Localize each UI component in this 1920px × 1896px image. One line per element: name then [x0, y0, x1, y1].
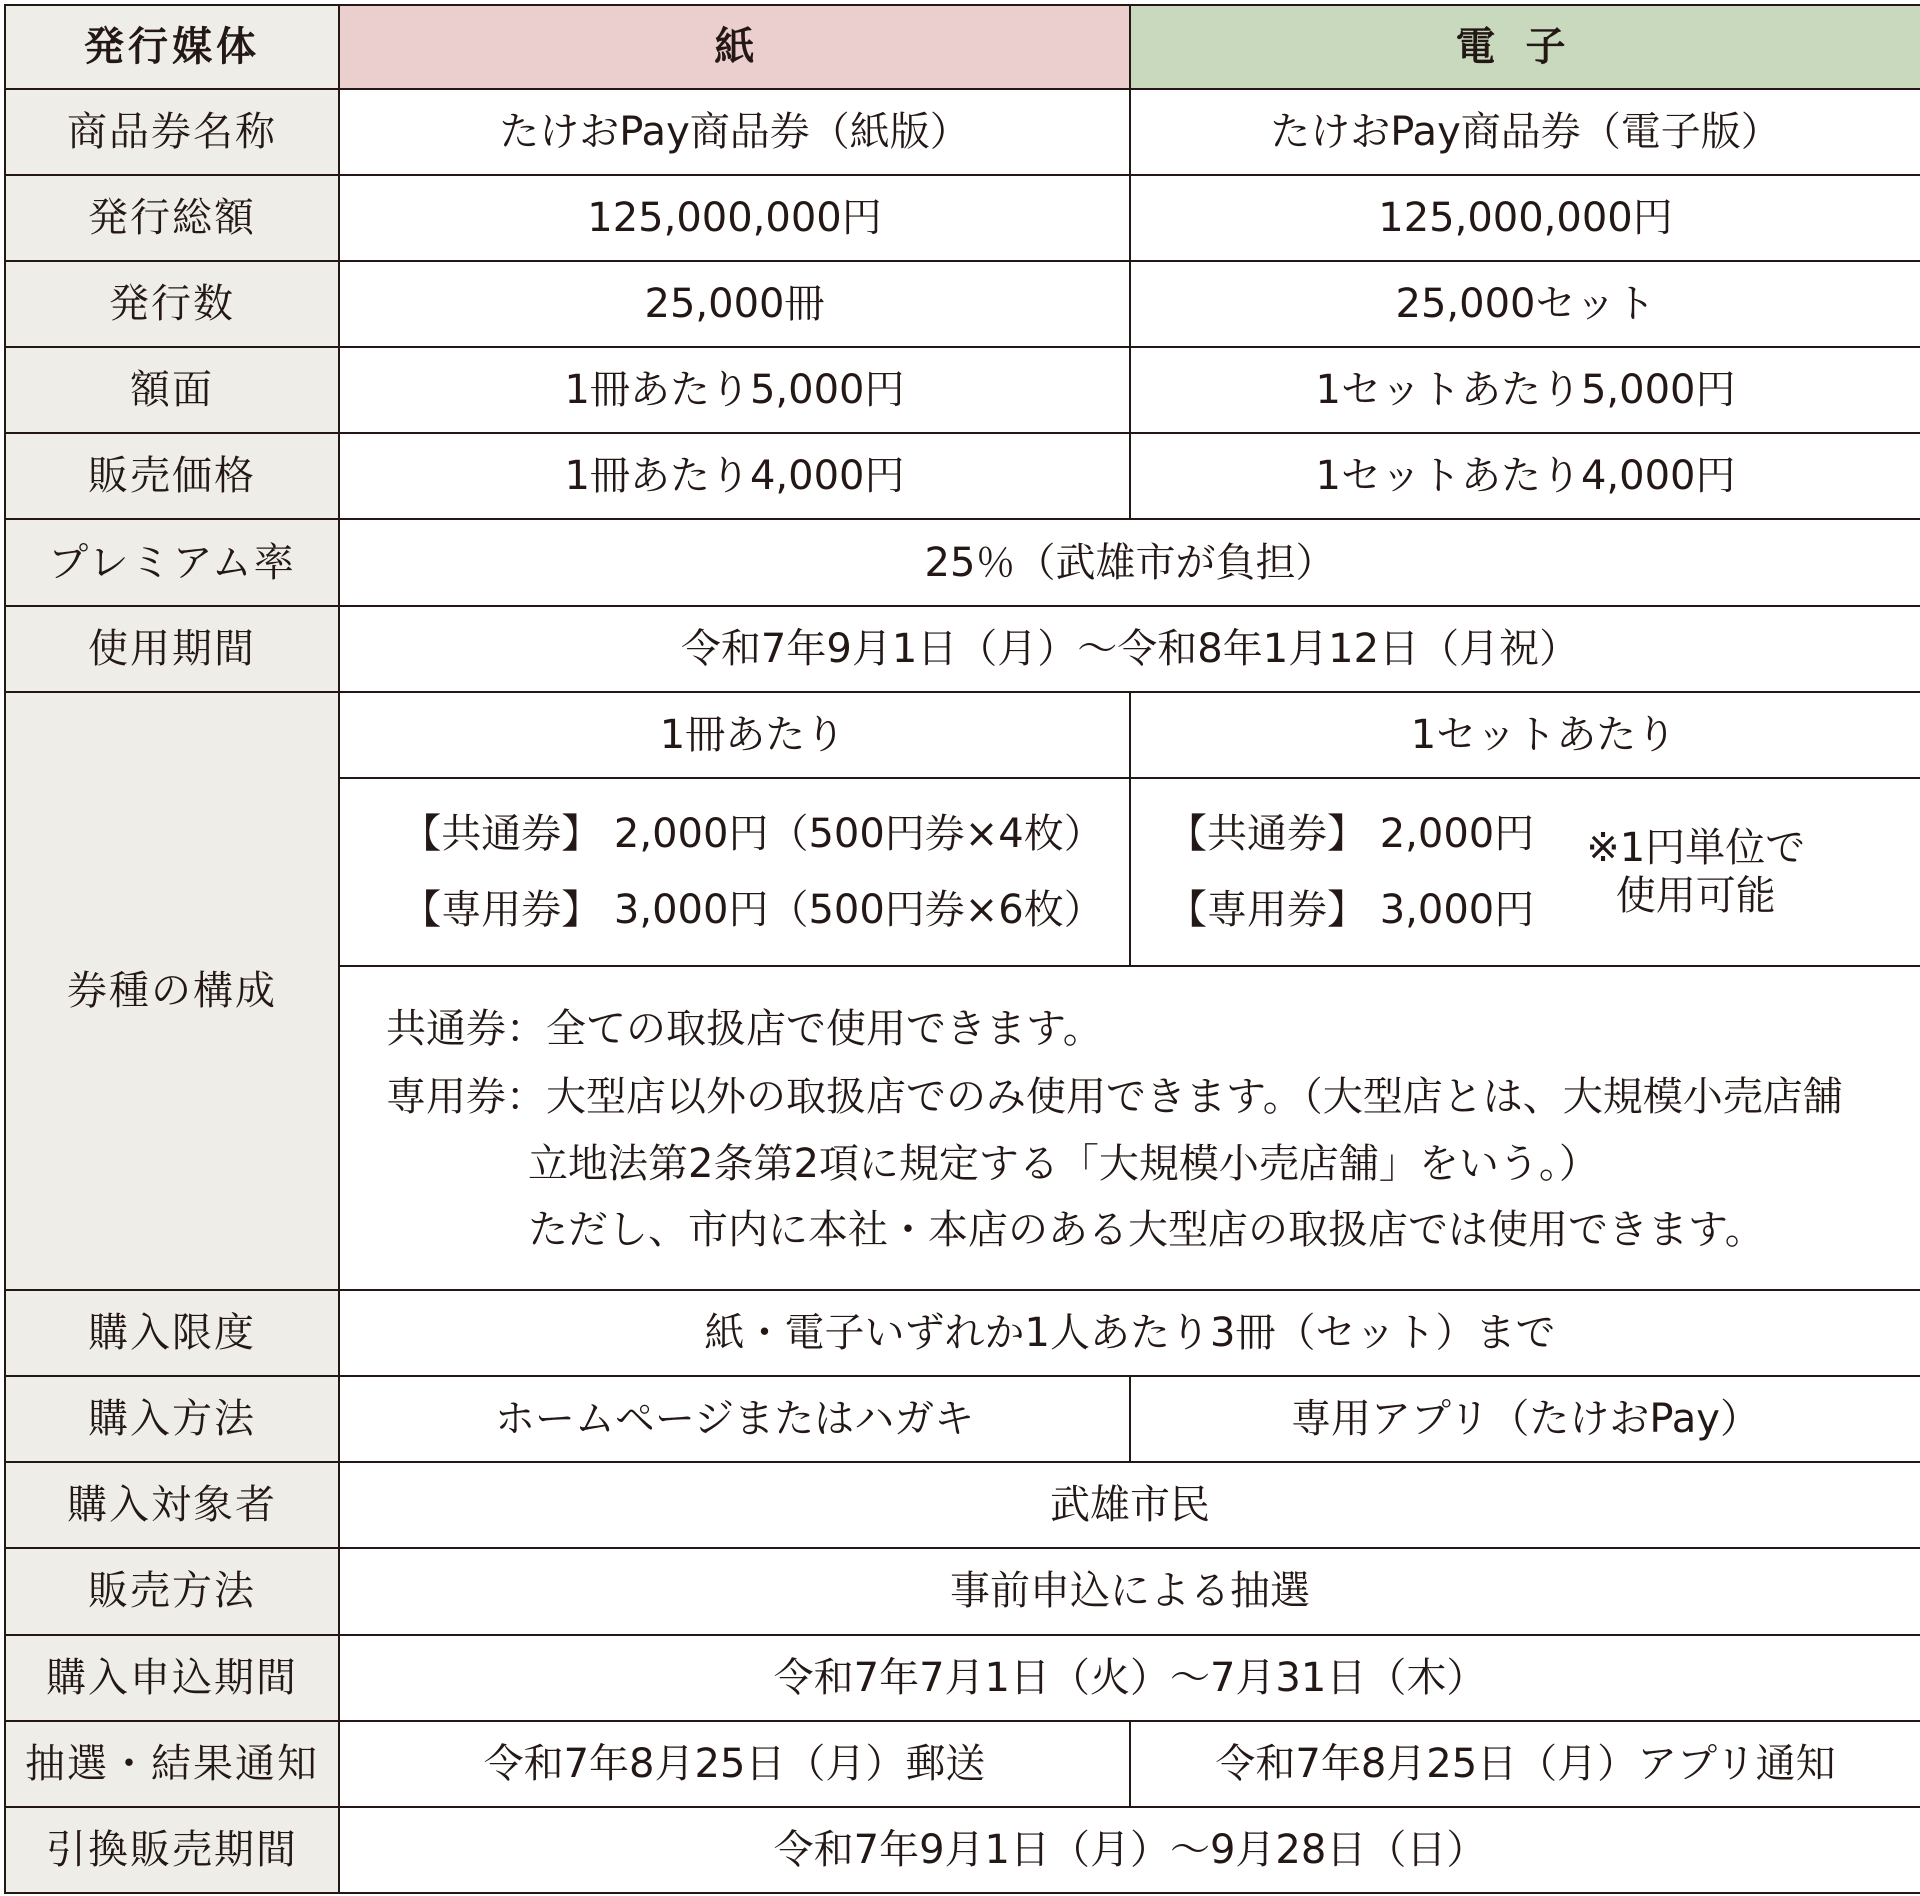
- electronic-breakdown-lines: [1167, 809, 1534, 935]
- name-paper-value: たけおPay商品券（紙版）: [339, 89, 1130, 175]
- apply-period-value: 令和7年7月1日（火）～7月31日（木）: [339, 1635, 1920, 1721]
- paper-special-ticket-line: 【専用券】 3,000円（500円券×6枚）: [401, 886, 1104, 933]
- unit-note-line-1: ※1円単位で: [1586, 824, 1806, 871]
- method-paper-value: ホームページまたはハガキ: [339, 1376, 1130, 1462]
- face-paper-value: 1冊あたり5,000円: [339, 347, 1130, 433]
- row-composition-units: [5, 692, 1920, 778]
- use-period-value: 令和7年9月1日（月）～令和8年1月12日（月祝）: [339, 606, 1920, 692]
- electronic-breakdown-wrap: [1131, 809, 1920, 935]
- row-label-limit: 購入限度: [5, 1290, 339, 1376]
- row-sale-method: [5, 1548, 1920, 1634]
- row-premium: [5, 519, 1920, 605]
- common-ticket-text: 全ての取扱店で使用できます。: [546, 1005, 1103, 1052]
- row-label-use-period: 使用期間: [5, 606, 339, 692]
- row-label-method: 購入方法: [5, 1376, 339, 1462]
- price-paper-value: 1冊あたり4,000円: [339, 433, 1130, 519]
- row-limit: [5, 1290, 1920, 1376]
- row-label-sale-method: 販売方法: [5, 1548, 339, 1634]
- total-electronic-value: 125,000,000円: [1130, 175, 1920, 261]
- total-paper-value: 125,000,000円: [339, 175, 1130, 261]
- row-method: [5, 1376, 1920, 1462]
- special-ticket-term: 専用券：: [386, 1073, 546, 1120]
- special-ticket-note-line-2: 立地法第2条第2項に規定する「大規模小売店舗」をいう。）: [528, 1140, 1599, 1187]
- row-label-price: 販売価格: [5, 433, 339, 519]
- header-electronic-cell: 電子: [1130, 5, 1920, 89]
- target-value: 武雄市民: [339, 1462, 1920, 1548]
- row-total: [5, 175, 1920, 261]
- unit-note-line-2: 使用可能: [1615, 872, 1776, 919]
- special-ticket-note-line-3: ただし、市内に本社・本店のある大型店の取扱店では使用できます。: [528, 1206, 1765, 1253]
- name-electronic-value: たけおPay商品券（電子版）: [1130, 89, 1920, 175]
- composition-paper-breakdown: [339, 778, 1130, 966]
- composition-electronic-unit: 1セットあたり: [1130, 692, 1920, 778]
- row-label-count: 発行数: [5, 261, 339, 347]
- electronic-common-ticket-line: 【共通券】 2,000円: [1167, 810, 1535, 857]
- row-label-face: 額面: [5, 347, 339, 433]
- row-label-total: 発行総額: [5, 175, 339, 261]
- row-face: [5, 347, 1920, 433]
- notice-electronic-value: 令和7年8月25日（月）アプリ通知: [1130, 1721, 1920, 1807]
- header-row: [5, 5, 1920, 89]
- notice-paper-value: 令和7年8月25日（月）郵送: [339, 1721, 1130, 1807]
- count-electronic-value: 25,000セット: [1130, 261, 1920, 347]
- row-label-premium: プレミアム率: [5, 519, 339, 605]
- composition-electronic-breakdown: [1130, 778, 1920, 966]
- row-target: [5, 1462, 1920, 1548]
- row-label-composition: 券種の構成: [5, 692, 339, 1291]
- common-ticket-term: 共通券：: [386, 1005, 546, 1052]
- special-ticket-note: [386, 1063, 1920, 1131]
- electronic-special-ticket-line: 【専用券】 3,000円: [1167, 886, 1535, 933]
- header-label-cell: 発行媒体: [5, 5, 339, 89]
- composition-paper-unit: 1冊あたり: [339, 692, 1130, 778]
- one-yen-unit-note: [1586, 824, 1805, 920]
- row-label-notice: 抽選・結果通知: [5, 1721, 339, 1807]
- row-count: [5, 261, 1920, 347]
- special-ticket-text: 大型店以外の取扱店でのみ使用できます。（大型店とは、大規模小売店舗: [546, 1073, 1843, 1120]
- sale-method-value: 事前申込による抽選: [339, 1548, 1920, 1634]
- face-electronic-value: 1セットあたり5,000円: [1130, 347, 1920, 433]
- paper-common-ticket-line: 【共通券】 2,000円（500円券×4枚）: [401, 810, 1104, 857]
- premium-value: 25％（武雄市が負担）: [339, 519, 1920, 605]
- exchange-value: 令和7年9月1日（月）～9月28日（日）: [339, 1807, 1920, 1893]
- header-paper-cell: 紙: [339, 5, 1130, 89]
- row-notice: [5, 1721, 1920, 1807]
- common-ticket-note: [386, 995, 1920, 1063]
- count-paper-value: 25,000冊: [339, 261, 1130, 347]
- composition-notes-cell: [339, 966, 1920, 1290]
- row-label-target: 購入対象者: [5, 1462, 339, 1548]
- row-apply-period: [5, 1635, 1920, 1721]
- row-name: [5, 89, 1920, 175]
- price-electronic-value: 1セットあたり4,000円: [1130, 433, 1920, 519]
- row-label-exchange: 引換販売期間: [5, 1807, 339, 1893]
- gift-certificate-table: [4, 4, 1920, 1894]
- row-label-name: 商品券名称: [5, 89, 339, 175]
- method-electronic-value: 専用アプリ（たけおPay）: [1130, 1376, 1920, 1462]
- row-price: [5, 433, 1920, 519]
- limit-value: 紙・電子いずれか1人あたり3冊（セット）まで: [339, 1290, 1920, 1376]
- composition-notes: [340, 967, 1920, 1263]
- row-exchange: [5, 1807, 1920, 1893]
- row-use-period: [5, 606, 1920, 692]
- row-label-apply-period: 購入申込期間: [5, 1635, 339, 1721]
